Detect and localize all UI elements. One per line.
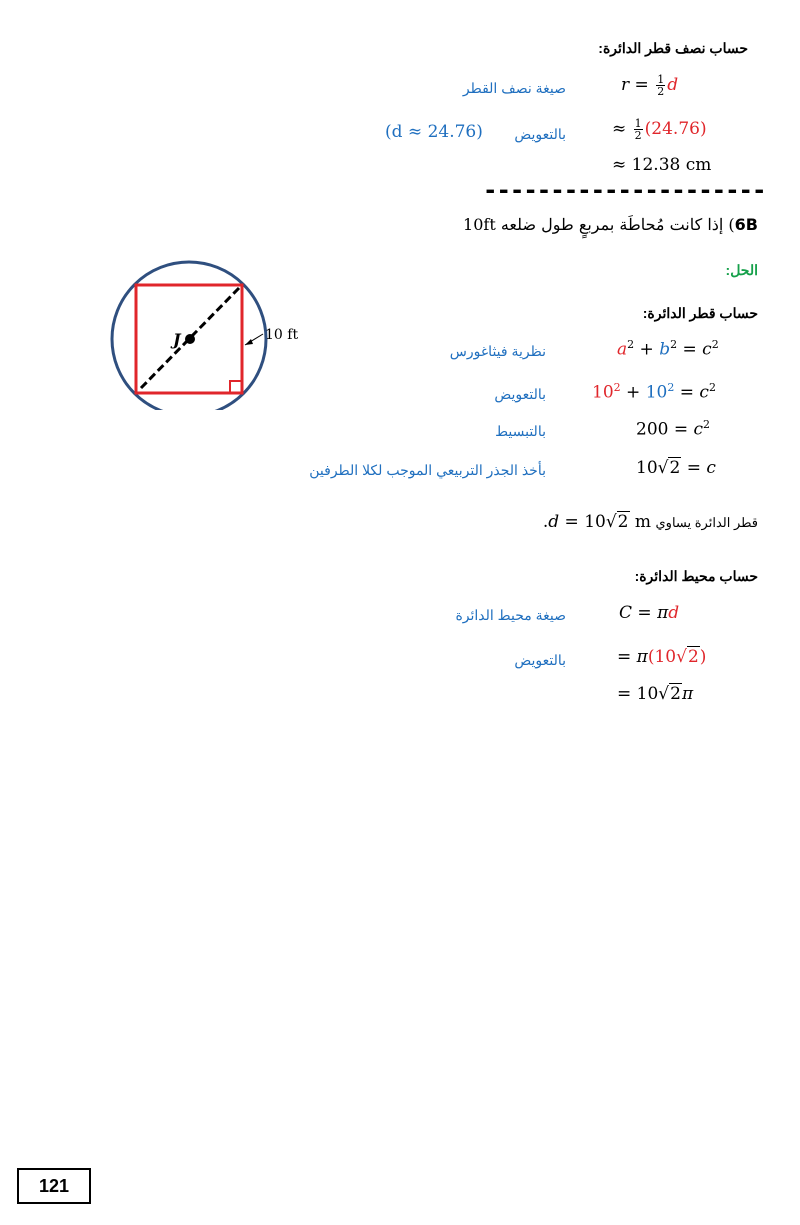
solution-label: الحل: [725,262,758,278]
substitution-label: بالتعويض [514,126,566,142]
right-angle-marker [230,381,242,393]
diameter-substitution: $10^2 + 10^2 = c^2$ [592,381,716,403]
diameter-conclusion [543,512,758,532]
radius-result: ≈ 12.38 cm [612,155,712,175]
center-point [185,334,195,344]
pointer-arrowhead [245,339,253,345]
circumference-heading: حساب محيط الدائرة: [634,568,758,584]
simplify-label: بالتبسيط [495,423,546,439]
page-number: 121 [17,1168,91,1204]
simplified-equation: $200 = c^2$ [636,418,711,440]
radius-formula-label: صيغة نصف القطر [462,80,566,96]
pythagoras-equation: $a^2 + b^2 = c^2$ [617,338,719,360]
problem-number: 6B [734,215,758,234]
problem-statement: 6B) إذا كانت مُحاطَة بمربعٍ طول ضلعه 10ft [463,215,758,234]
substituted-value: (24.76) [644,119,707,139]
diameter-heading: حساب قطر الدائرة: [642,305,758,321]
square-root-label: بأخذ الجذر التربيعي الموجب لكلا الطرفين [309,462,546,478]
diameter-substitution-label: بالتعويض [494,386,546,402]
side-length-label: 10 ft [265,327,299,343]
circumference-formula-label: صيغة محيط الدائرة [455,607,566,623]
radius-substitution: ≈ $\frac{1}{2}$ (24.76) [612,117,707,142]
radius-formula: r = $\frac{1}{2}$ d [621,73,679,98]
square-root-result: 10√2 = c [636,458,716,478]
pythagoras-label: نظرية فيثاغورس [449,343,546,359]
center-label: J [173,330,181,349]
circumference-formula: C = πd [619,603,680,623]
diameter-conclusion-value: .d = 10√2 m [542,512,652,532]
diameter-value-note: (d ≈ 24.76) [385,122,483,142]
circumference-substitution: = π(10√2) [617,647,707,667]
circumference-result: = 10√2π [617,684,694,704]
circle-square-figure [105,255,325,410]
radius-heading: حساب نصف قطر الدائرة: [598,40,748,56]
diameter-conclusion-text: قطر الدائرة يساوي [655,515,758,530]
section-divider: --------------------- [483,176,766,204]
circumference-substitution-label: بالتعويض [514,652,566,668]
problem-text: إذا كانت مُحاطَة بمربعٍ طول ضلعه 10ft [463,215,724,234]
